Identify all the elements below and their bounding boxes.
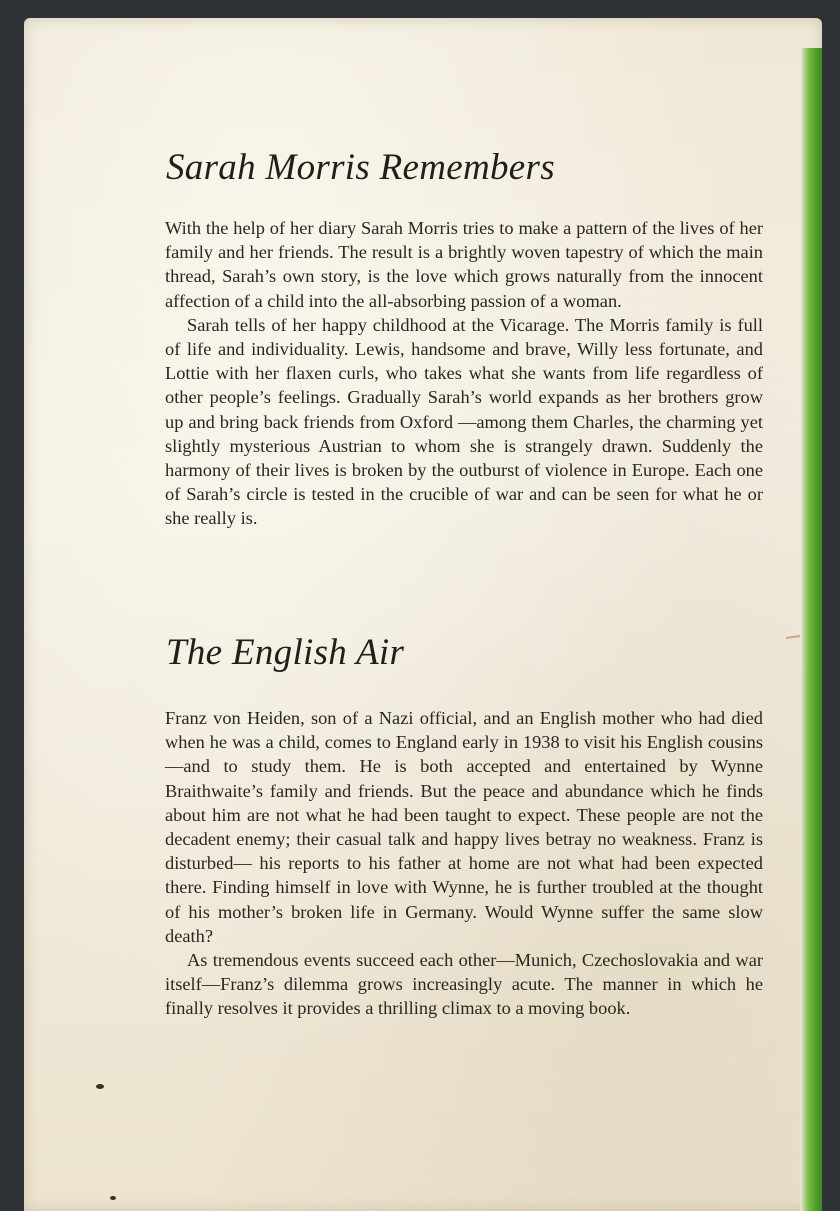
blurb-paragraph: Sarah tells of her happy childhood at the Vicarage. The Morris family is full of life and individuality. Lewis, handsome and brave, Willy less fortunate, and Lottie with her flaxen curls, who takes what she wants from life regardless of other people’s feelings. Gradually Sarah’s world expands as her brothers grow up and bring back friends from Oxford —among them Charles, the charming yet slightly mysterious Austrian to whom she is strangely drawn. Suddenly the harmony of their lives is broken by the outburst of violence in Europe. Each one of Sarah’s circle is tested in the crucible of war and can be seen for what he or she really is. (165, 314, 763, 529)
blurb-paragraph: With the help of her diary Sarah Morris tries to make a pattern of the lives of her family and her friends. The result is a brightly woven tapestry of which the main thread, Sarah’s own story, is the love which grows naturally from the innocent affection of a child into the all-absorbing passion of a woman. (165, 218, 763, 311)
green-spine (802, 48, 822, 1211)
ink-speck (96, 1084, 104, 1089)
section-body-sarah-morris-remembers (165, 216, 763, 531)
blurb-paragraph: As tremendous events succeed each other—Munich, Czechoslovakia and war itself—Franz’s dilemma grows increasingly acute. The manner in which he finally resolves it provides a thrilling climax to a moving book. (165, 950, 763, 1019)
paper-fleck (786, 635, 800, 639)
section-title-sarah-morris-remembers: Sarah Morris Remembers (166, 147, 555, 188)
section-title-the-english-air: The English Air (166, 632, 405, 673)
section-body-the-english-air (165, 706, 763, 1021)
ink-speck (110, 1196, 116, 1200)
blurb-paragraph: Franz von Heiden, son of a Nazi official, and an English mother who had died when he was a child, comes to England early in 1938 to visit his English cousins—and to study them. He is both accepted and entertained by Wynne Braithwaite’s family and friends. But the peace and abundance which he finds about him are not what he had been taught to expect. These people are not the decadent enemy; their casual talk and happy lives betray no weakness. Franz is disturbed— his reports to his father at home are not what had been expected there. Finding himself in love with Wynne, he is further troubled at the thought of his mother’s broken life in Germany. Would Wynne suffer the same slow death? (165, 708, 763, 946)
dust-jacket-page (24, 18, 822, 1211)
